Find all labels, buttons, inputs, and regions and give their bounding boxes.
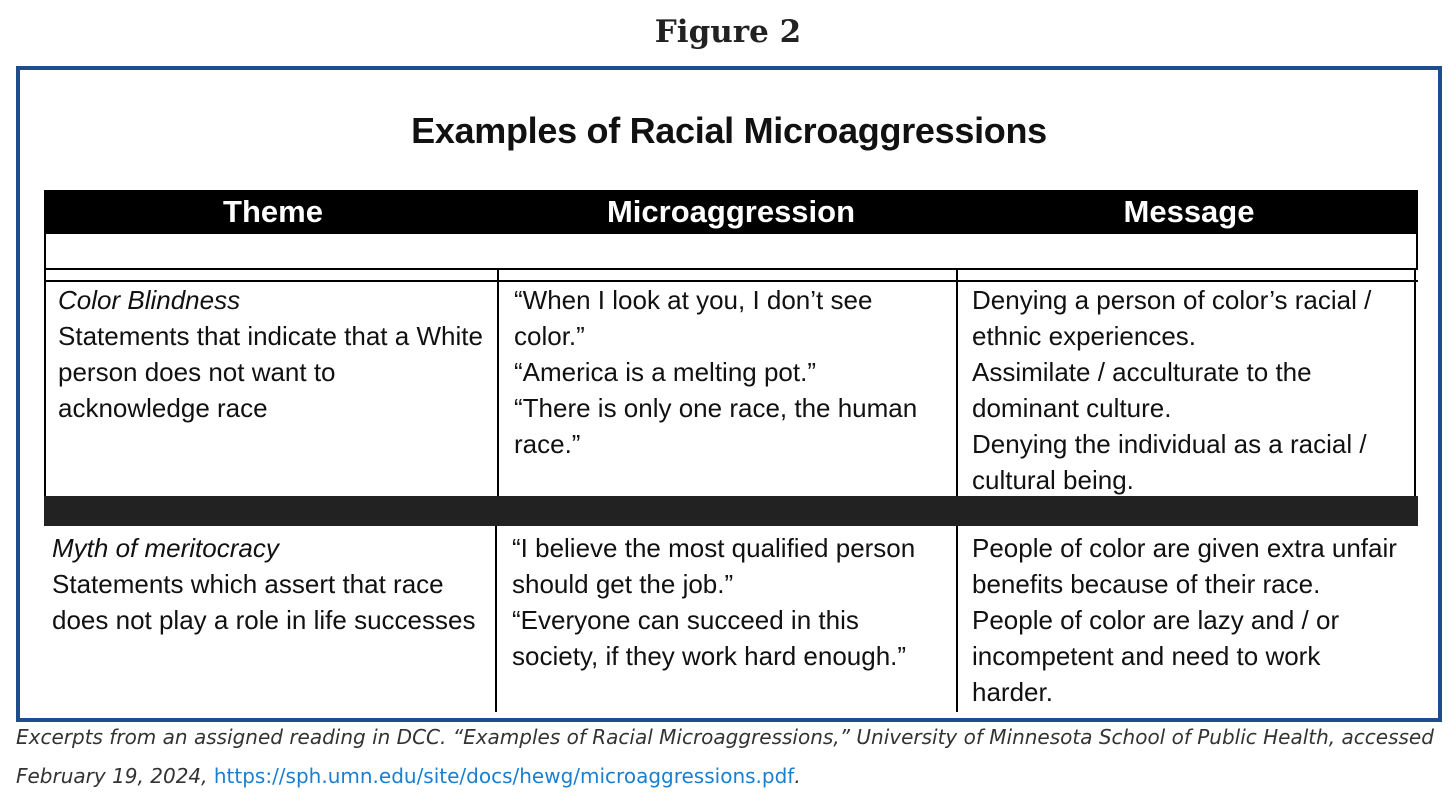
blank-row <box>44 234 1418 270</box>
figure-caption <box>16 718 1436 796</box>
header-theme: Theme <box>223 194 323 229</box>
row2-message-line: benefits because of their race. <box>972 569 1321 599</box>
row1-micro-line: color.” <box>514 321 585 351</box>
row1-theme-cell <box>58 282 488 426</box>
row1-microaggression-cell <box>514 282 950 462</box>
row2-message-line: People of color are lazy and / or <box>972 605 1340 635</box>
caption-text: Excerpts from an assigned reading in DCC. “Examples of Racial Microaggressions,” University of Minnesota School of Public Health, accessed February 19, 2024, <box>16 725 1434 788</box>
header-message: Message <box>1123 194 1255 229</box>
row2-message-cell <box>972 530 1418 710</box>
source-link[interactable]: https://sph.umn.edu/site/docs/hewg/microaggressions.pdf <box>213 764 795 788</box>
row2-theme-line: does not play a role in life successes <box>52 605 476 635</box>
column-divider <box>956 526 958 712</box>
column-divider <box>495 526 497 712</box>
row1-theme-line: person does not want to <box>58 357 336 387</box>
header-microaggression: Microaggression <box>606 194 856 229</box>
table-right-edge <box>1414 270 1416 496</box>
row1-theme-name: Color Blindness <box>58 285 241 315</box>
figure-image <box>16 66 1442 722</box>
row1-micro-line: “There is only one race, the human <box>514 393 918 423</box>
row2-microaggression-cell <box>512 530 950 674</box>
row2-micro-line: should get the job.” <box>512 569 734 599</box>
row2-theme-name: Myth of meritocracy <box>52 533 279 563</box>
row2-micro-line: “I believe the most qualified person <box>512 533 916 563</box>
row1-message-line: ethnic experiences. <box>972 321 1197 351</box>
row2-micro-line: society, if they work hard enough.” <box>512 641 907 671</box>
row1-message-cell <box>972 282 1412 498</box>
row2-theme-cell <box>52 530 488 638</box>
row-separator-band <box>44 496 1418 526</box>
row1-micro-line: “America is a melting pot.” <box>514 357 816 387</box>
column-divider <box>956 270 958 496</box>
caption-suffix: . <box>794 764 801 788</box>
column-divider <box>497 270 499 496</box>
figure-label: Figure 2 <box>654 14 802 50</box>
row2-message-line: harder. <box>972 677 1053 707</box>
row2-message-line: incompetent and need to work <box>972 641 1321 671</box>
row1-message-line: Denying a person of color’s racial / <box>972 285 1372 315</box>
row1-message-line: cultural being. <box>972 465 1134 495</box>
row1-micro-line: “When I look at you, I don’t see <box>514 285 873 315</box>
row2-message-line: People of color are given extra unfair <box>972 533 1397 563</box>
table-title: Examples of Racial Microaggressions <box>411 110 1047 151</box>
table-left-edge <box>44 270 46 496</box>
row-divider <box>44 268 1418 270</box>
row2-theme-line: Statements which assert that race <box>52 569 444 599</box>
row1-message-line: Denying the individual as a racial / <box>972 429 1367 459</box>
row1-micro-line: race.” <box>514 429 581 459</box>
row1-theme-line: acknowledge race <box>58 393 268 423</box>
row1-theme-line: Statements that indicate that a White <box>58 321 483 351</box>
row1-message-line: Assimilate / acculturate to the <box>972 357 1312 387</box>
row2-micro-line: “Everyone can succeed in this <box>512 605 859 635</box>
row1-message-line: dominant culture. <box>972 393 1172 423</box>
table-header-row <box>44 190 1418 234</box>
